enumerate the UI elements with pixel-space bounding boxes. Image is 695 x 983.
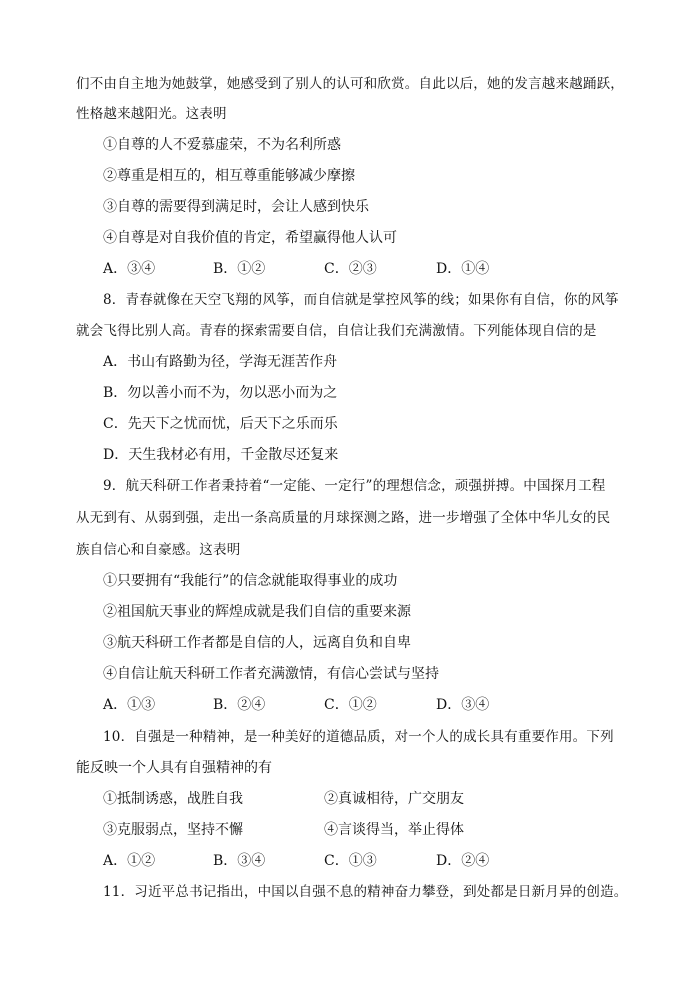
q10-option-d: D．②④ [436,853,490,869]
q7-statement: ④自尊是对自我价值的肯定，希望赢得他人认可 [103,230,397,246]
q10-option-b: B．③④ [213,853,266,869]
q10-option-a: A．①② [103,853,156,869]
q10-stem-line: 能反映一个人具有自强精神的有 [76,760,272,776]
q9-stem-line: 族自信心和自豪感。这表明 [76,542,241,558]
q7-stem-line: 们不由自主地为她鼓掌，她感受到了别人的认可和欣赏。自此以后，她的发言越来越踊跃， [76,76,624,92]
q7-stem-line: 性格越来越阳光。这表明 [76,106,227,122]
q9-statement: ①只要拥有“我能行”的信念就能取得事业的成功 [103,573,398,589]
q8-option-b: B．勿以善小而不为，勿以恶小而为之 [103,385,338,401]
q9-option-d: D．③④ [436,697,490,713]
q9-statement: ②祖国航天事业的辉煌成就是我们自信的重要来源 [103,604,411,620]
q9-stem-line: 从无到有、从弱到强，走出一条高质量的月球探测之路，进一步增强了全体中华儿女的民 [76,510,611,526]
q10-option-c: C．①③ [324,853,377,869]
q10-statement: ③克服弱点，坚持不懈 [103,822,243,838]
q7-option-b: B．①② [213,261,266,277]
q9-option-b: B．②④ [213,697,266,713]
q10-statement: ①抵制诱惑，战胜自我 [103,791,243,807]
q10-statement: ④言谈得当，举止得体 [324,822,464,838]
q9-option-c: C．①② [324,697,377,713]
q7-option-d: D．①④ [436,261,490,277]
q10-stem-line: 10．自强是一种精神，是一种美好的道德品质，对一个人的成长具有重要作用。下列 [103,729,614,745]
q7-statement: ①自尊的人不爱慕虚荣，不为名利所惑 [103,137,341,153]
q8-stem-line: 就会飞得比别人高。青春的探索需要自信，自信让我们充满激情。下列能体现自信的是 [76,323,597,339]
q7-statement: ②尊重是相互的，相互尊重能够减少摩擦 [103,168,355,184]
q10-statement: ②真诚相待，广交朋友 [324,791,464,807]
q9-statement: ④自信让航天科研工作者充满激情，有信心尝试与坚持 [103,666,439,682]
q8-stem-line: 8．青春就像在天空飞翔的风筝，而自信就是掌控风筝的线；如果你有自信，你的风筝 [103,292,619,308]
q11-stem-line: 11．习近平总书记指出，中国以自强不息的精神奋力攀登，到处都是日新月异的创造。 [103,884,628,900]
q7-option-a: A．③④ [103,261,156,277]
q8-option-d: D．天生我材必有用，千金散尽还复来 [103,447,339,463]
q8-option-a: A．书山有路勤为径，学海无涯苦作舟 [103,354,338,370]
q7-option-c: C．②③ [324,261,377,277]
q8-option-c: C．先天下之忧而忧，后天下之乐而乐 [103,416,338,432]
q7-statement: ③自尊的需要得到满足时，会让人感到快乐 [103,199,369,215]
q9-stem-line: 9．航天科研工作者秉持着“一定能、一定行”的理想信念，顽强拼搏。中国探月工程 [103,478,606,494]
q9-statement: ③航天科研工作者都是自信的人，远离自负和自卑 [103,635,411,651]
q9-option-a: A．①③ [103,697,156,713]
